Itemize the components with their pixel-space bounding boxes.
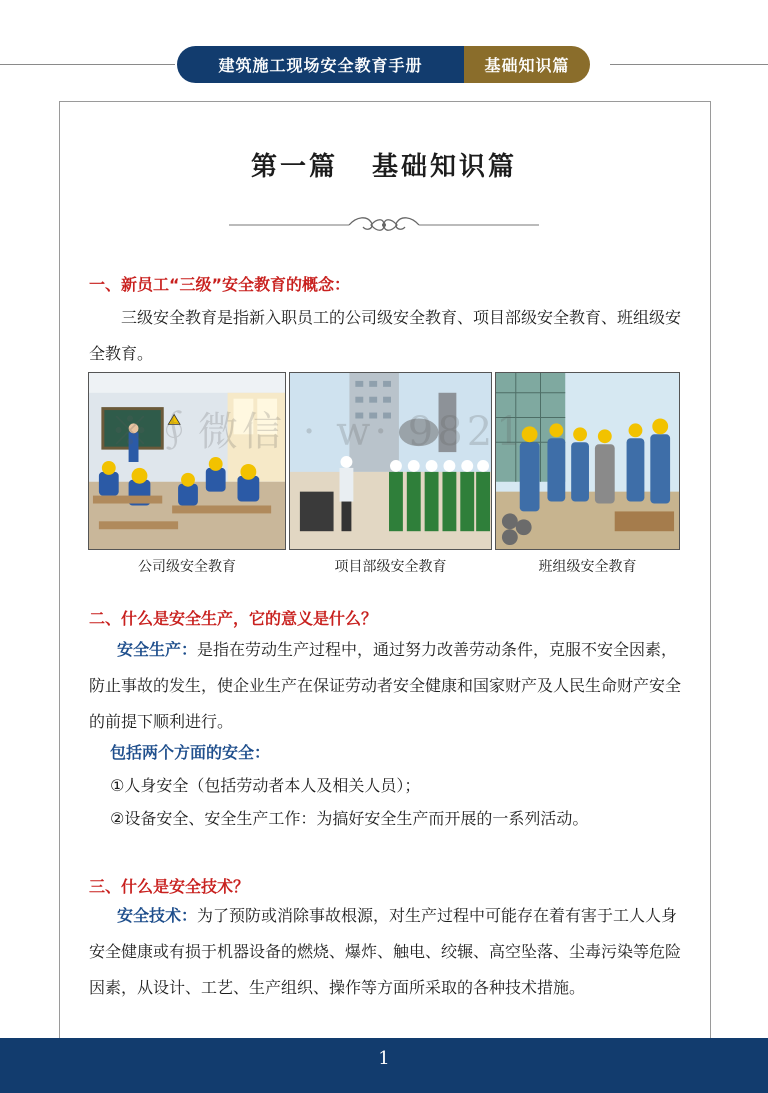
watermark: ※∮微信 · w· 9821 [110, 409, 526, 455]
section2-paragraph [89, 632, 689, 740]
page-number: 1 [378, 1048, 390, 1069]
section3-paragraph [89, 898, 689, 1006]
site-briefing-illustration [289, 372, 492, 550]
book-title: 建筑施工现场安全教育手册 [177, 46, 464, 83]
section3-body: 为了预防或消除事故根源，对生产过程中可能存在着有害于工人人身安全健康或有损于机器设备的燃烧、爆炸、触电、绞辗、高空坠落、尘毒污染等危险因素，从设计、工艺、生产组织、操作等方面所采取的各种技术措施。 [89, 906, 682, 997]
title-name: 基础知识篇 [372, 152, 518, 182]
section2-heading: 二、什么是安全生产，它的意义是什么？ [89, 609, 378, 628]
page-title [0, 146, 768, 183]
section2-body: 是指在劳动生产过程中，通过努力改善劳动条件，克服不安全因素，防止事故的发生，使企业生产在保证劳动者安全健康和国家财产及人民生命财产安全的前提下顺利进行。 [89, 640, 682, 731]
section1-heading: 一、新员工“三级”安全教育的概念： [89, 275, 351, 294]
section1-body: 三级安全教育是指新入职员工的公司级安全教育、项目部级安全教育、班组级安全教育。 [89, 308, 682, 363]
section2-lead: 安全生产： [117, 640, 198, 659]
header-banner [177, 46, 590, 83]
header-rule-left [0, 64, 175, 65]
image-caption: 公司级安全教育 [138, 559, 236, 575]
title-part: 第一篇 [250, 152, 338, 182]
classroom-illustration [88, 372, 286, 550]
list-item: ①人身安全（包括劳动者本人及相关人员）； [110, 776, 421, 795]
ornament-divider-icon [229, 212, 539, 238]
section3-lead: 安全技术： [117, 906, 198, 925]
section2-subheading: 包括两个方面的安全： [110, 743, 271, 762]
team-meeting-illustration [495, 372, 680, 550]
chapter-tag: 基础知识篇 [464, 46, 590, 83]
image-caption: 班组级安全教育 [538, 559, 637, 575]
image-caption: 项目部级安全教育 [334, 559, 447, 575]
list-item: ②设备安全、安全生产工作：为搞好安全生产而开展的一系列活动。 [110, 809, 589, 828]
section3-heading: 三、什么是安全技术？ [89, 877, 250, 896]
header-rule-right [610, 64, 768, 65]
